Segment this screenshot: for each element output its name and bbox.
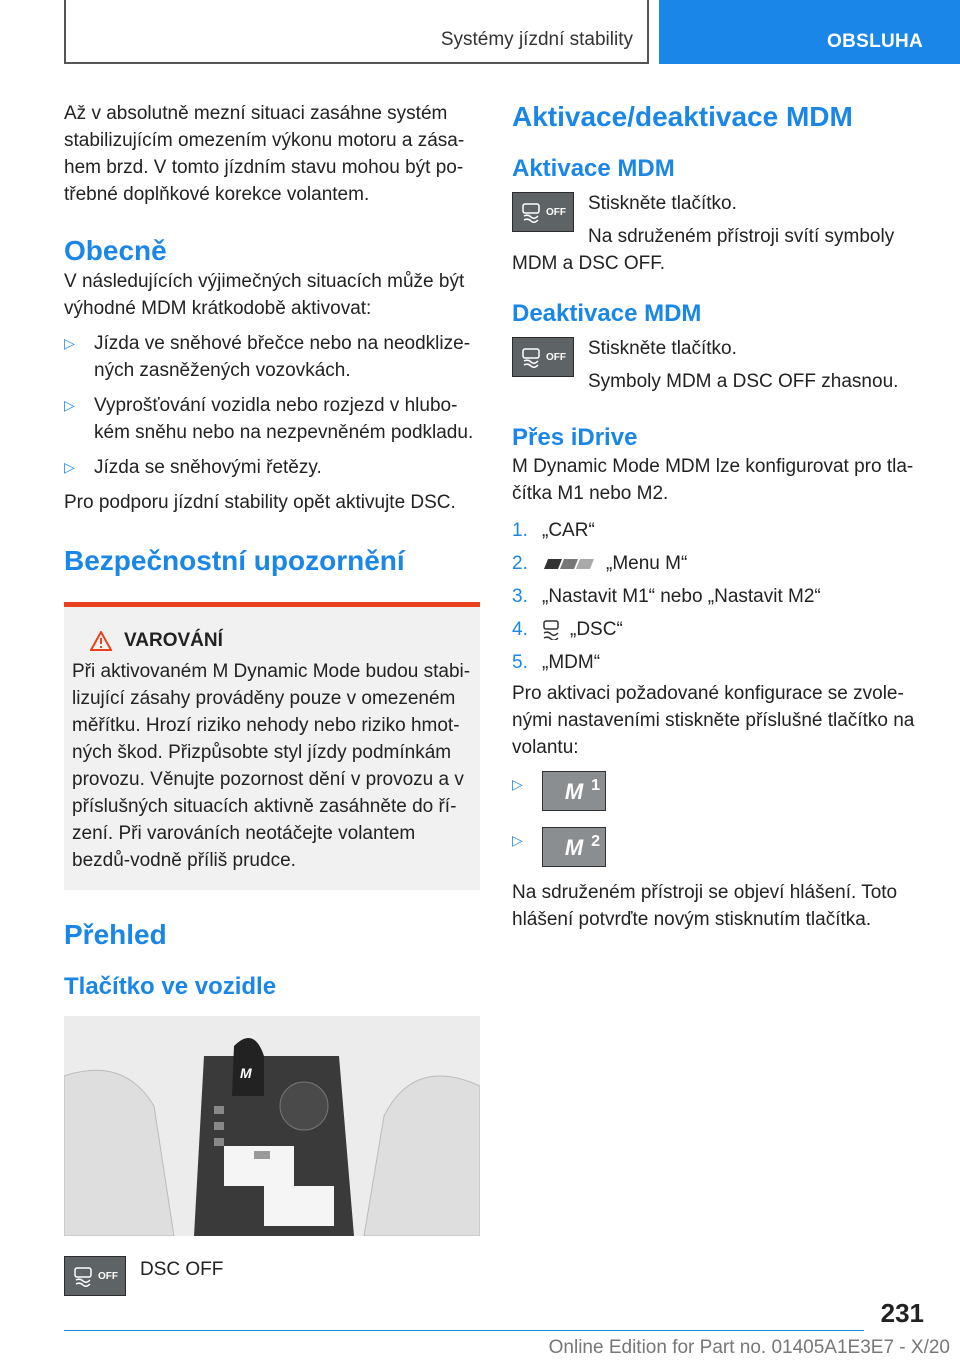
step-number: 3. [512,586,528,607]
skid-car-icon [72,1265,94,1287]
bullet-arrow-icon: ▷ [64,397,75,413]
idrive-text: M Dynamic Mode MDM lze konfigurovat pro tla-čítka M1 nebo M2. [512,456,914,504]
warning-header [90,627,472,654]
idrive-heading: Přes iDrive [512,424,638,451]
header-tab-label: OBSLUHA [827,31,924,52]
activate-step2: Na sdruženém přístroji svítí symboly MDM a DSC OFF. [512,226,895,274]
activate-block [512,190,922,277]
footer-edition: Online Edition for Part no. 01405A1E3E7 - X/20 [548,1337,950,1358]
header-section-title: Systémy jízdní stability [440,29,633,50]
skid-car-icon [520,346,542,368]
list-item-text: Jízda se sněhovými řetězy. [94,457,322,478]
step-number: 5. [512,652,528,673]
list-item [512,583,922,610]
center-console-illustration [64,1016,480,1236]
warning-label: VAROVÁNÍ [124,630,223,651]
activate-step1: Stiskněte tlačítko. [588,193,737,214]
warning-triangle-icon [90,631,112,651]
warning-text: Při aktivovaném M Dynamic Mode budou stabi-lizující zásahy prováděny pouze v omezeném měřítku. Hrozí riziko nehody nebo riziko hmot-ných škod. Přizpůsobte styl jízdy podmínkám provozu. Věnujte pozornost dění v provozu a v příslušných situacích aktivně zasáhněte do ří-zení. Při varováních neotáčejte volantem bezdů-vodně příliš prudce. [72,661,471,871]
m2-label: M [564,834,584,860]
m2-sup: 2 [591,833,600,850]
dsc-off-button-icon [64,1256,126,1296]
activate-heading: Aktivace MDM [512,155,675,182]
bullet-arrow-icon: ▷ [64,459,75,475]
list-item-text: Jízda ve sněhové břečce nebo na neodklize-ných zasněžených vozovkách. [94,333,471,381]
m-menu-stripes-icon [542,557,596,571]
deactivate-block [512,335,922,395]
dsc-skid-car-icon [542,620,560,640]
step-text: „CAR“ [542,520,595,541]
list-item [64,454,480,481]
deactivate-step2: Symboly MDM a DSC OFF zhasnou. [588,371,899,392]
header-section-box [64,0,649,64]
list-item-text: Vyprošťování vozidla nebo rozjezd v hlubo-kém sněhu nebo na nezpevněném podkladu. [94,395,474,443]
m1-sup: 1 [591,777,600,794]
bullet-arrow-icon: ▷ [512,832,523,848]
off-label: OFF [546,206,566,218]
list-item [512,616,922,643]
dsc-off-button-icon [512,337,574,377]
general-text: V následujících výjimečných situacích může být výhodné MDM krátkodobě aktivovat: [64,271,465,319]
left-column [64,100,480,1296]
bullet-arrow-icon: ▷ [64,335,75,351]
step-text: „Menu M“ [606,553,688,574]
intro-paragraph: Až v absolutně mezní situaci zasáhne systém stabilizujícím omezením výkonu motoru a zása-hem brzd. V tomto jízdním stavu mohou být po-třebné doplňkové korekce volantem. [64,103,465,205]
m1-row [512,771,922,811]
bullet-arrow-icon: ▷ [512,776,523,792]
steps-list [512,517,922,676]
deactivate-heading: Deaktivace MDM [512,300,702,327]
dsc-off-row [64,1256,480,1296]
m2-button-icon [542,827,606,867]
general-heading: Obecně [64,235,167,266]
m1-label: M [564,778,584,804]
skid-car-icon [520,201,542,223]
step-number: 1. [512,520,528,541]
header-tab[interactable] [659,0,960,64]
step-text: „Nastavit M1“ nebo „Nastavit M2“ [542,586,821,607]
list-item [512,649,922,676]
bullet-list [64,330,480,481]
m2-row [512,827,922,867]
button-heading: Tlačítko ve vozidle [64,973,277,1000]
warning-box [64,602,480,890]
shifter-badge: M [240,1065,252,1081]
center-console-photo [64,1016,480,1236]
off-label: OFF [98,1270,118,1282]
list-item [512,517,922,544]
mdm-heading: Aktivace/deaktivace MDM [512,101,853,132]
step-text: „DSC“ [570,619,623,640]
list-item [64,330,480,384]
step-text: „MDM“ [542,652,601,673]
safety-heading: Bezpečnostní upozornění [64,545,405,576]
support-text: Pro podporu jízdní stability opět aktivujte DSC. [64,492,456,513]
step-number: 2. [512,553,528,574]
footer-divider [64,1330,864,1331]
list-item [64,392,480,446]
m1-button-icon [542,771,606,811]
right-column [512,100,922,933]
final-text: Na sdruženém přístroji se objeví hlášení. Toto hlášení potvrďte novým stisknutím tlačítka. [512,882,898,930]
dsc-off-caption: DSC OFF [140,1259,224,1280]
page-number: 231 [880,1298,924,1328]
dsc-off-button-icon [512,192,574,232]
step-number: 4. [512,619,528,640]
list-item [512,550,922,577]
deactivate-step1: Stiskněte tlačítko. [588,338,737,359]
off-label: OFF [546,351,566,363]
overview-heading: Přehled [64,919,167,950]
config-text: Pro aktivaci požadované konfigurace se zvole-nými nastaveními stiskněte příslušné tlačítko na volantu: [512,683,915,758]
